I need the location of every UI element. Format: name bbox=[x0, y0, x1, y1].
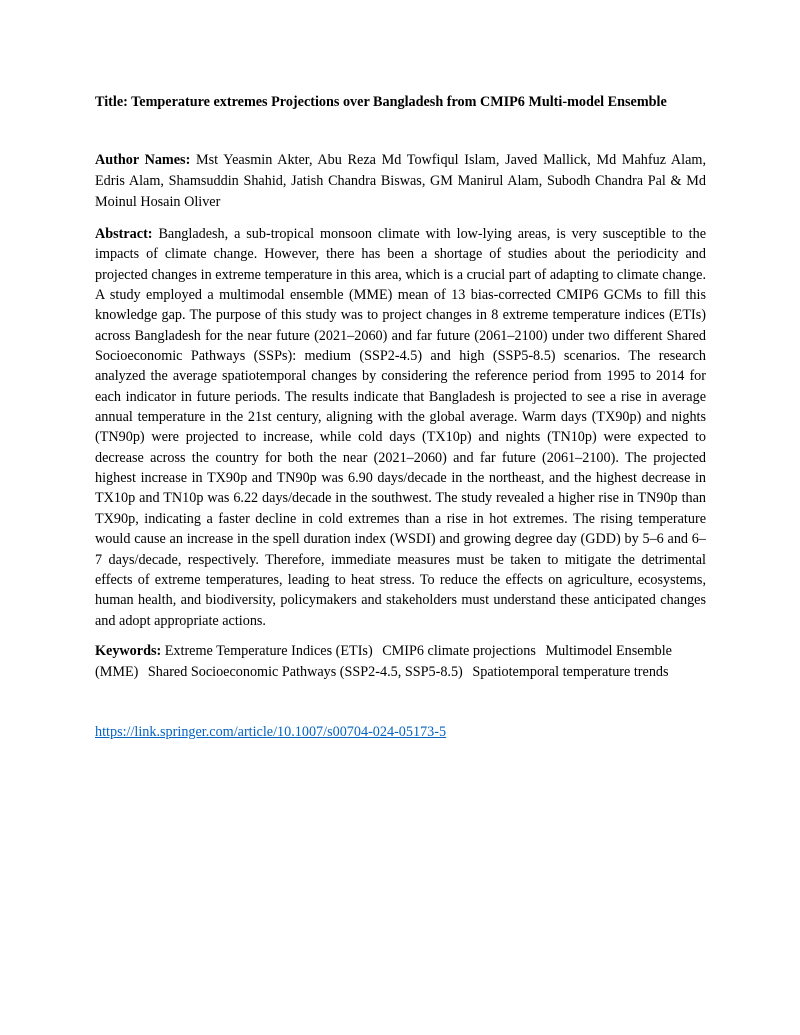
paper-page bbox=[95, 92, 706, 742]
title-label: Title: bbox=[95, 94, 128, 110]
keyword-item: Spatiotemporal temperature trends bbox=[472, 663, 669, 680]
abstract-text: Bangladesh, a sub-tropical monsoon climate with low-lying areas, is very susceptible to the impacts of climate change. However, there has been a shortage of studies about the periodicity and projected changes in extreme temperature in this area, which is a crucial part of adapting to climate change. A study employed a multimodal ensemble (MME) mean of 13 bias-corrected CMIP6 GCMs to fill this knowledge gap. The purpose of this study was to project changes in 8 extreme temperature indices (ETIs) across Bangladesh for the near future (2021–2060) and far future (2061–2100) under two different Shared Socioeconomic Pathways (SSPs): medium (SSP2-4.5) and high (SSP5-8.5) scenarios. The research analyzed the average spatiotemporal changes by considering the reference period from 1995 to 2014 for each indicator in future periods. The results indicate that Bangladesh is projected to see a rise in average annual temperature in the 21st century, aligning with the global average. Warm days (TX90p) and nights (TN90p) were projected to increase, while cold days (TX10p) and nights (TN10p) were expected to decrease across the country for both the near (2021–2060) and far future (2061–2100). The projected highest increase in TX90p and TN90p was 6.90 days/decade in the northeast, and the highest decrease in TX10p and TN10p was 6.22 days/decade in the southwest. The study revealed a higher rise in TN90p than TX90p, indicating a faster decline in cold extremes than a rise in hot extremes. The rising temperature would cause an increase in the spell duration index (WSDI) and growing degree day (GDD) by 5–6 and 6–7 days/decade, respectively. Therefore, immediate measures must be taken to mitigate the detrimental effects of extreme temperatures, leading to heat stress. To reduce the effects on agriculture, ecosystems, human health, and biodiversity, policymakers and stakeholders must understand these anticipated changes and adopt appropriate actions. bbox=[95, 226, 706, 629]
keyword-item: Multimodel Ensemble (MME) bbox=[95, 642, 672, 680]
keywords bbox=[95, 641, 706, 683]
authors-label: Author Names: bbox=[95, 152, 191, 168]
article-link[interactable]: https://link.springer.com/article/10.1007/s00704-024-05173-5 bbox=[95, 723, 447, 740]
title-text: Temperature extremes Projections over Bangladesh from CMIP6 Multi-model Ensemble bbox=[131, 94, 667, 110]
keyword-item: Shared Socioeconomic Pathways (SSP2-4.5, SSP5-8.5) bbox=[147, 663, 463, 680]
author-list bbox=[95, 150, 706, 213]
paper-title bbox=[95, 92, 706, 112]
abstract bbox=[95, 224, 706, 631]
keywords-label: Keywords: bbox=[95, 642, 162, 659]
keyword-item: CMIP6 climate projections bbox=[382, 642, 536, 659]
authors-text: Mst Yeasmin Akter, Abu Reza Md Towfiqul Islam, Javed Mallick, Md Mahfuz Alam, Edris Alam, Shamsuddin Shahid, Jatish Chandra Biswas, GM Manirul Alam, Subodh Chandra Pal & Md Moinul Hosain Oliver bbox=[95, 152, 707, 210]
abstract-label: Abstract: bbox=[95, 226, 153, 242]
keyword-item: Extreme Temperature Indices (ETIs) bbox=[164, 642, 373, 659]
